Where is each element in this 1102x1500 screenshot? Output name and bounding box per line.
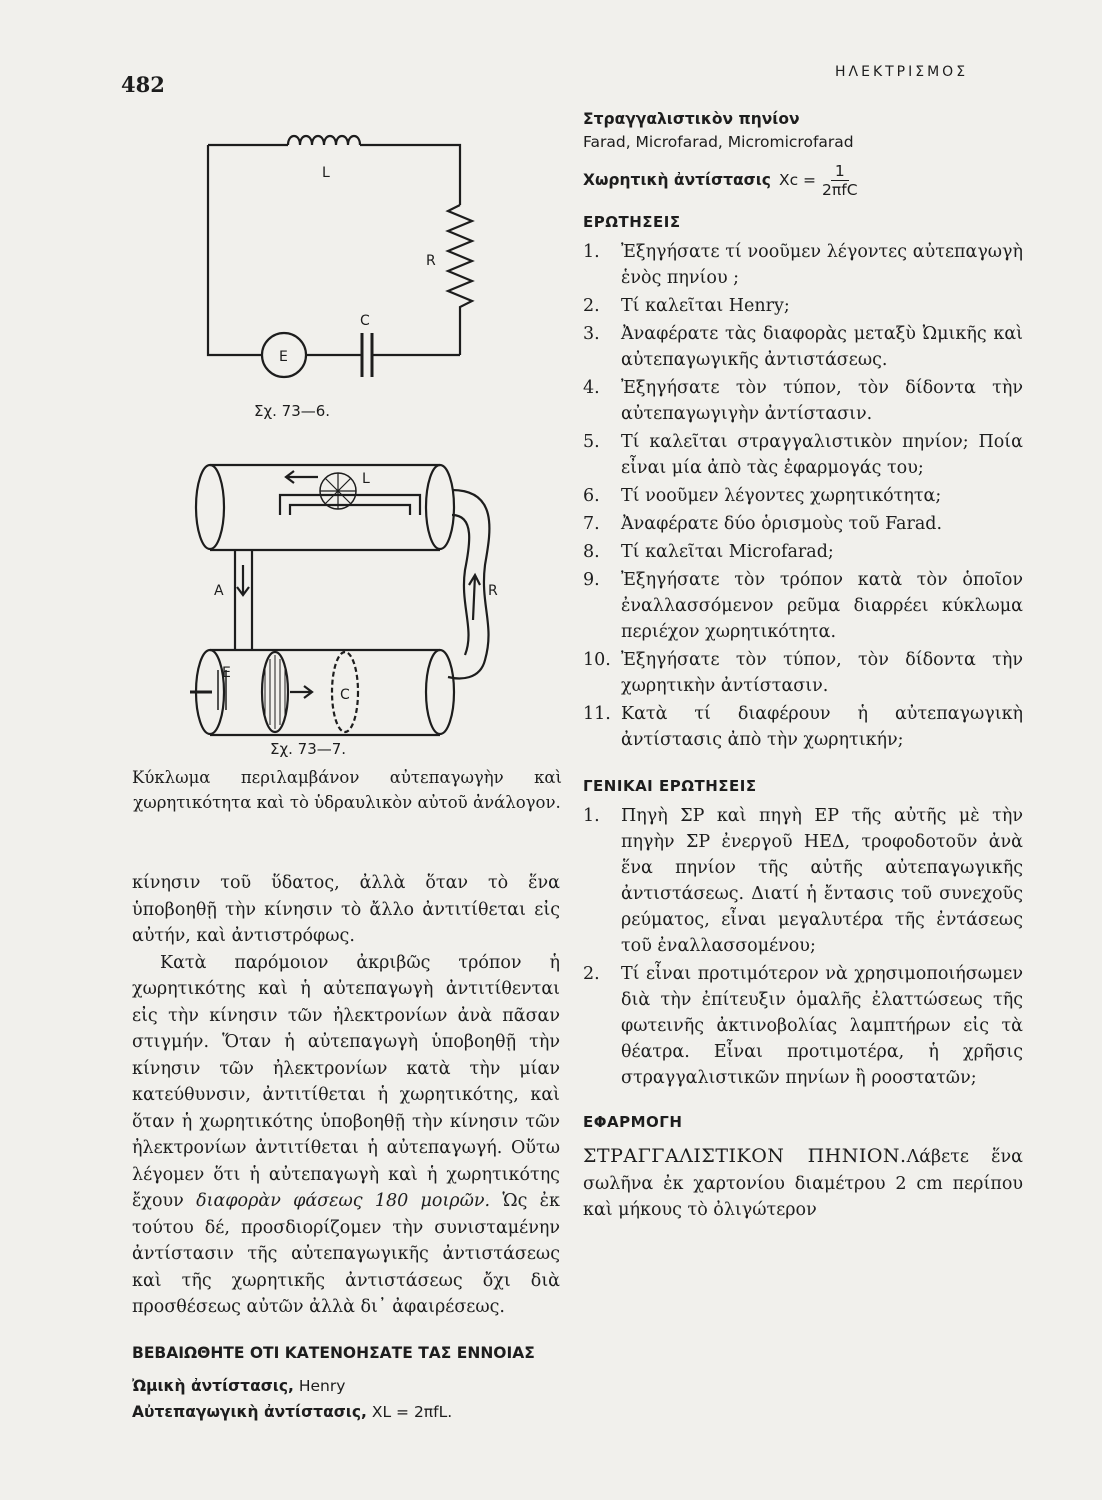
application-heading: ΕΦΑΡΜΟΓΗ [583,1113,683,1131]
bottom-pipe [210,650,440,735]
question-number: 6. [583,486,600,506]
turbine-spokes [320,473,356,509]
questions-heading: ΕΡΩΤΗΣΕΙΣ [583,213,681,231]
bottom-pipe-right-end [426,650,454,734]
flow-arrow-top [286,471,318,483]
question-text: Ἀναφέρατε τὰς διαφορὰς μεταξὺ Ὠμικῆς καὶ αὐτεπαγωγικῆς ἀντιστάσεως. [621,324,1023,370]
question-number: 2. [583,296,600,316]
definitions [132,1373,560,1425]
label-a: A [214,583,224,599]
capacitor-plates [362,333,372,377]
question-text: Ἐξηγήσατε τὸν τρόπον κατὰ τὸν ὁποῖον ἐναλλασσόμενον ρεῦμα διαρρέει κύκλωμα περιέχον χωρητικότητα. [621,570,1023,642]
right-column [583,108,1023,1224]
fraction-numerator: 1 [831,162,849,181]
questions-list [583,239,1023,753]
question-text: Πηγὴ ΣΡ καὶ πηγὴ ΕΡ τῆς αὐτῆς μὲ τὴν πηγὴν ΣΡ ἐνεργοῦ ΗΕΔ, τροφοδοτοῦν ἀνὰ ἕνα πηνίον τῆς αὐτῆς αὐτεπαγωγικῆς ἀντιστάσεως. Διατί ἡ ἔντασις τοῦ συνεχοῦς ρεύματος, εἶναι μεγαλυτέρα τῆς ἐντάσεως τοῦ ἐναλλασσομένου; [621,806,1023,956]
question-number: 7. [583,514,600,534]
paragraph [132,950,560,1321]
resistor-zigzag [448,205,472,355]
units-line: Farad, Microfarad, Micromicrofarad [583,133,854,151]
fraction-denominator: 2πfC [822,181,858,199]
term-value: XL = 2πfL. [371,1402,453,1421]
label-r: R [426,253,436,269]
paragraph-text: Κατὰ παρόμοιον ἀκριβῶς τρόπον ἡ χωρητικότης καὶ ἡ αὐτεπαγωγὴ ἀντιτίθενται εἰς τὴν κίνησιν τῶν ἠλεκτρονίων ἀνὰ πᾶσαν στιγμήν. Ὅταν ἡ αὐτεπαγωγὴ ὑποβοηθῇ τὴν κίνησιν τῶν ἠλεκτρονίων κατὰ τὴν μίαν κατεύθυνσιν, ἀντιτίθεται ἡ χωρητικότης, καὶ ὅταν ἡ χωρητικότης ὑποβοηθῇ τὴν κίνησιν τῶν ἠλεκτρονίων ἀντιτίθεται ἡ αὐτεπαγωγή. Οὕτω λέγομεν ὅτι ἡ αὐτεπαγωγὴ καὶ ἡ χωρητικότης ἔχουν [132,952,560,1211]
label-c: C [340,687,350,703]
question-item [583,961,1023,1091]
question-number: 10. [583,650,611,670]
label-r: R [488,583,498,599]
question-number: 3. [583,324,600,344]
section-heading: ΒΕΒΑΙΩΘΗΤΕ ΟΤΙ ΚΑΤΕΝΟΗΣΑΤΕ ΤΑΣ ΕΝΝΟΙΑΣ [132,1343,535,1362]
inductor-coil [288,136,360,145]
emphasis-text: διαφορὰν φάσεως 180 μοιρῶν. [196,1191,491,1211]
fraction [822,162,857,199]
general-questions-heading: ΓΕΝΙΚΑΙ ΕΡΩΤΗΣΕΙΣ [583,777,757,795]
label-e: E [279,349,288,365]
figure-caption: Κύκλωμα περιλαμβάνον αὐτεπαγωγὴν καὶ χωρητικότητα καὶ τὸ ὑδραυλικὸν αὐτοῦ ἀνάλογον. [132,768,562,812]
question-text: Τί καλεῖται Henry; [621,296,790,316]
paragraph: κίνησιν τοῦ ὕδατος, ἀλλὰ ὅταν τὸ ἕνα ὑποβοηθῇ τὴν κίνησιν τὸ ἄλλο ἀντιτίθεται εἰς αὐτήν, καὶ ἀντιστρόφως. [132,873,560,946]
question-item [583,293,1023,319]
term-value: Henry [298,1376,346,1395]
question-text: Ἐξηγήσατε τὸν τύπον, τὸν δίδοντα τὴν χωρητικὴν ἀντίστασιν. [621,650,1023,696]
question-item [583,483,1023,509]
paragraph-text: Ὡς ἐκ τούτου δέ, προσδιορίζομεν τὴν συνισταμένην ἀντίστασιν τῆς αὐτεπαγωγικῆς ἀντιστάσεως καὶ τῆς χωρητικῆς ἀντιστάσεως ὄχι διὰ προσθέσεως αὐτῶν ἀλλὰ δι᾽ ἀφαιρέσεως. [132,1191,560,1317]
question-number: 8. [583,542,600,562]
question-text: Ἐξηγήσατε τὸν τύπον, τὸν δίδοντα τὴν αὐτεπαγωγιγὴν ἀντίστασιν. [621,378,1023,424]
question-text: Τί νοοῦμεν λέγοντες χωρητικότητα; [621,486,942,506]
hydraulic-analogue-figure [190,455,530,740]
general-questions-list [583,803,1023,1091]
question-number: 5. [583,432,600,452]
figure-73-7-label: Σχ. 73—7. [270,740,347,758]
question-item [583,567,1023,645]
formula-lhs: Xc = [778,171,817,189]
term: Ὠμικὴ ἀντίστασις, [132,1376,294,1395]
top-pipe-right-end [426,465,454,549]
question-item [583,647,1023,699]
question-text: Τί εἶναι προτιμότερον νὰ χρησιμοποιήσωμεν διὰ τὴν ἐπίτευξιν ὁμαλῆς ἐλαττώσεως τῆς φωτεινῆς ἀκτινοβολίας λαμπτήρων εἰς τὰ θέατρα. Εἶναι προτιμοτέρα, ἡ χρῆσις στραγγαλιστικῶν πηνίων ἢ ροοστατῶν; [621,964,1023,1088]
question-item [583,375,1023,427]
question-text: Ἀναφέρατε δύο ὁρισμοὺς τοῦ Farad. [621,514,943,534]
term-list [583,108,1023,199]
piston-hatch [265,655,285,729]
flow-arrow-right [290,686,312,698]
question-item [583,321,1023,373]
left-column [132,870,560,1425]
figure-73-6-label: Σχ. 73—6. [254,402,331,420]
question-item [583,429,1023,481]
question-item [583,803,1023,959]
question-number: 2. [583,964,600,984]
running-title: ΗΛΕΚΤΡΙΣΜΟΣ [835,64,969,80]
question-number: 9. [583,570,600,590]
top-pipe-left-end [196,465,224,549]
question-number: 1. [583,242,600,262]
question-text: Τί καλεῖται Microfarad; [621,542,834,562]
question-number: 4. [583,378,600,398]
question-item [583,701,1023,753]
wire-top-right [360,145,460,205]
label-l: L [322,165,330,181]
label-c: C [360,313,370,329]
question-number: 1. [583,806,600,826]
flow-arrow-down [237,565,249,595]
term: Στραγγαλιστικὸν πηνίον [583,110,800,128]
question-text: Τί καλεῖται στραγγαλιστικὸν πηνίον; Ποία εἶναι μία ἀπὸ τὰς ἐφαρμογάς του; [621,432,1023,478]
application-text: Λάβετε ἕνα σωλῆνα ἐκ χαρτονίου διαμέτρου 2 cm περίπου καὶ μήκους τὸ ὀλιγώτερον [583,1147,1023,1220]
page-number: 482 [121,72,165,97]
wire-left [208,145,262,355]
circuit-diagram-figure [190,115,490,405]
label-e: E [222,665,231,681]
reactance-formula [583,162,1023,199]
application-title: ΣΤΡΑΓΓΑΛΙΣΤΙΚΟΝ ΠΗΝΙΟΝ. [583,1145,907,1167]
term: Αὐτεπαγωγικὴ ἀντίστασις, [132,1402,367,1421]
question-text: Κατὰ τί διαφέρουν ἡ αὐτεπαγωγικὴ ἀντίστασις ἀπὸ τὴν χωρητικήν; [621,704,1023,750]
application-paragraph [583,1143,1023,1224]
question-item [583,539,1023,565]
question-text: Ἐξηγήσατε τί νοοῦμεν λέγοντες αὐτεπαγωγὴ ἑνὸς πηνίου ; [621,242,1023,288]
term: Χωρητικὴ ἀντίστασις [583,171,771,189]
question-item [583,239,1023,291]
return-pipe-inner [452,515,469,655]
flow-arrow-up [469,575,480,620]
question-number: 11. [583,704,611,724]
label-l: L [362,471,370,487]
question-item [583,511,1023,537]
